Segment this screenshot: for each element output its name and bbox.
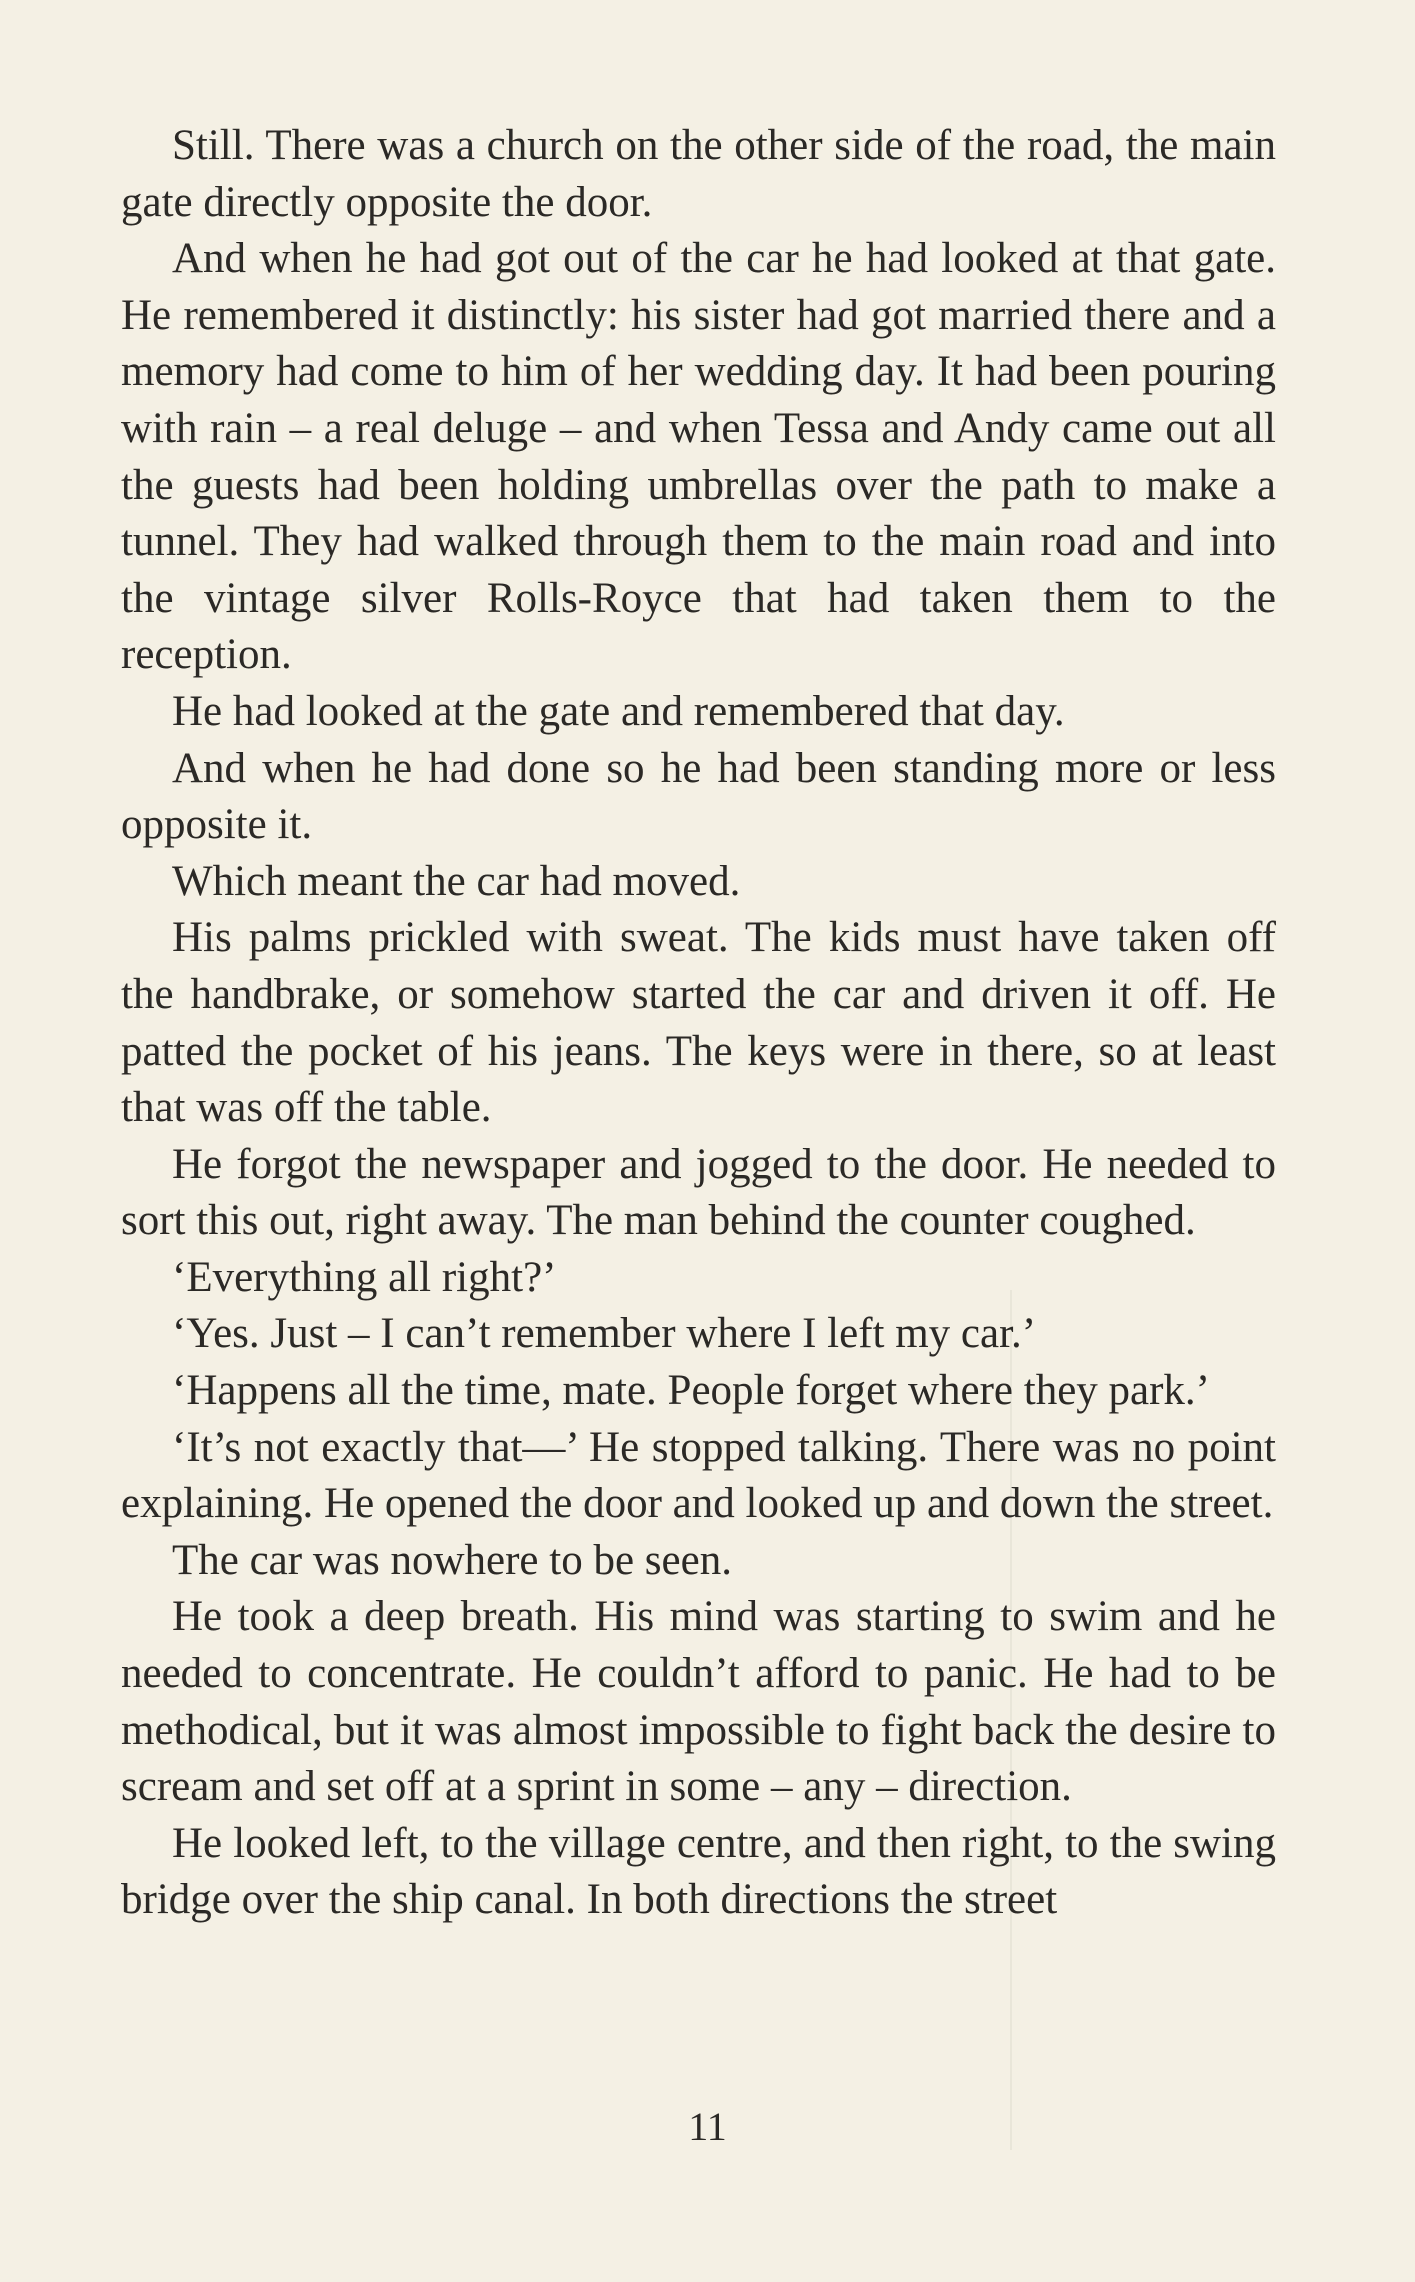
paragraph: He looked left, to the village centre, and then right, to the swing bridge over the ship canal. In both directions the street — [121, 1819, 1276, 1924]
paragraph: The car was nowhere to be seen. — [172, 1536, 732, 1584]
paragraph: ‘Everything all right?’ — [172, 1253, 557, 1301]
page-number: 11 — [688, 2104, 727, 2149]
paragraph: He took a deep breath. His mind was starting to swim and he needed to concentrate. He couldn’t afford to panic. He had to be methodical, but it was almost impossible to fight back the desire to scream and set off at a sprint in some – any – direction. — [121, 1593, 1276, 1811]
paragraph: His palms prickled with sweat. The kids must have taken off the handbrake, or somehow started the car and driven it off. He patted the pocket of his jeans. The keys were in there, so at least that was off the table. — [121, 914, 1276, 1132]
body-text — [121, 118, 1276, 1929]
paragraph: ‘Yes. Just – I can’t remember where I left my car.’ — [172, 1310, 1037, 1358]
paragraph: Still. There was a church on the other side of the road, the main gate directly opposite the door. — [121, 122, 1276, 226]
paragraph: ‘It’s not exactly that—’ He stopped talking. There was no point explaining. He opened the door and looked up and down the street. — [121, 1423, 1276, 1528]
paragraph: He forgot the newspaper and jogged to the door. He needed to sort this out, right away. The man behind the counter coughed. — [121, 1140, 1276, 1245]
paragraph: Which meant the car had moved. — [172, 857, 741, 905]
paragraph: And when he had done so he had been standing more or less opposite it. — [121, 744, 1276, 849]
paragraph: And when he had got out of the car he had looked at that gate. He remembered it distinctly: his sister had got married there and a memory had come to him of her wedding day. It had been pouring with rain – a real deluge – and when Tessa and Andy came out all the guests had been holding umbrellas over the path to make a tunnel. They had walked through them to the main road and into the vintage silver Rolls-Royce that had taken them to the reception. — [121, 235, 1276, 679]
paragraph: ‘Happens all the time, mate. People forget where they park.’ — [172, 1367, 1211, 1415]
paragraph: He had looked at the gate and remembered that day. — [172, 687, 1065, 735]
